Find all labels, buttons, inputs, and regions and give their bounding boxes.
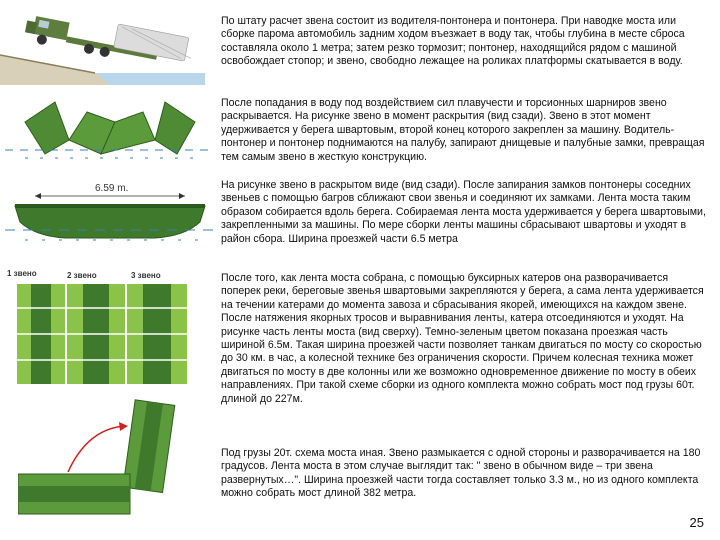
pontoon-hull bbox=[15, 206, 205, 238]
paragraph-unfold: После попадания в воду под воздействием сил плавучести и торсионных шарниров звено раскрывается. На рисунке звено в момент раскрытия (вид сзади). Звено в этот момент удерживается у берега швартовым, второй конец которого закреплен за машину. Водитель-понтонер и понтонер поднимаются на палубу, запирают днищевые и палубные замки, превращая тем самым звено в жесткую конструкцию. bbox=[221, 97, 705, 163]
zveno-3-label: 3 звено bbox=[131, 271, 161, 280]
paragraph-bridge-deployment: После того, как лента моста собрана, с помощью буксирных катеров она разворачивается поперек реки, береговые звенья швартовыми закрепляются у берега, а сама лента удерживается на течении катерами до момента завоза и сбрасывания якорей, имеющихся на каждом звене. После натяжения якорных тросов и выравнивания ленты, катера отсоединяются и уходят. На рисунке часть ленты моста (вид сверху). Темно-зеленым цветом показана проезжая часть шириной 6.5м. Такая ширина проезжей части позволяет танкам двигаться по мосту со скоростью до 30 км. в час, а колесной технике без ограничения скорости. Причем колесная техника может двигаться по мосту в две колонны или же возможно одновременное движение по мосту в обеих направлениях. При такой схеме сборки из одного комплекта можно собрать мост под грузы 60т. длиной до 227м. bbox=[221, 272, 704, 405]
zveno-2-label: 2 звено bbox=[67, 271, 97, 280]
rotated-pontoon bbox=[123, 400, 175, 493]
pontoon-unfolding-figure bbox=[5, 92, 210, 170]
paragraph-launch: По штату расчет звена состоит из водителя-понтонера и понтонера. При наводке моста или сборке парома автомобиль задним ходом въезжает в воду так, чтобы глубина в месте сброса составляла около 1 метра; затем резко тормозит; понтонер, находящийся рядом с машиной освобождает стопор; и звено, свободно лежащее на роликах платформы скатывается в воду. bbox=[221, 15, 685, 68]
truck-launch-figure bbox=[0, 15, 205, 85]
page-number: 25 bbox=[689, 515, 704, 530]
pontoon-unfolded-figure bbox=[5, 178, 215, 253]
water-surface bbox=[95, 73, 205, 85]
rotation-arrow-icon bbox=[68, 426, 126, 472]
pontoon-section bbox=[25, 102, 69, 154]
width-dimension-label: 6.59 m. bbox=[95, 183, 129, 194]
link-rotation-figure bbox=[18, 398, 193, 528]
paragraph-assembly: На рисунке звено в раскрытом виде (вид сзади). После запирания замков понтонеры соседних звеньев с помощью багров сближают свои звенья и соединяют их замками. Лента моста таким образом собирается вдоль берега. Собираемая лента моста удерживается у берега швартовыми, закрепленными за машины. По мере сборки ленты машины сбрасывают швартовы и уходят в район сбора. Ширина проезжей части 6.5 метра bbox=[221, 179, 706, 245]
zveno-1-label: 1 звено bbox=[7, 269, 37, 278]
bridge-top-view-figure bbox=[5, 268, 215, 388]
paragraph-20t-scheme: Под грузы 20т. схема моста иная. Звено размыкается с одной стороны и разворачивается на 180 градусов. Лента моста в этом случае выглядит так: " звено в обычном виде – три звена развернутых…". Ширина проезжей части тогда составляет только 3.3 м., но из одного комплекта можно собрать мост длиной 382 метра. bbox=[221, 447, 701, 500]
pontoon-section bbox=[155, 102, 195, 154]
